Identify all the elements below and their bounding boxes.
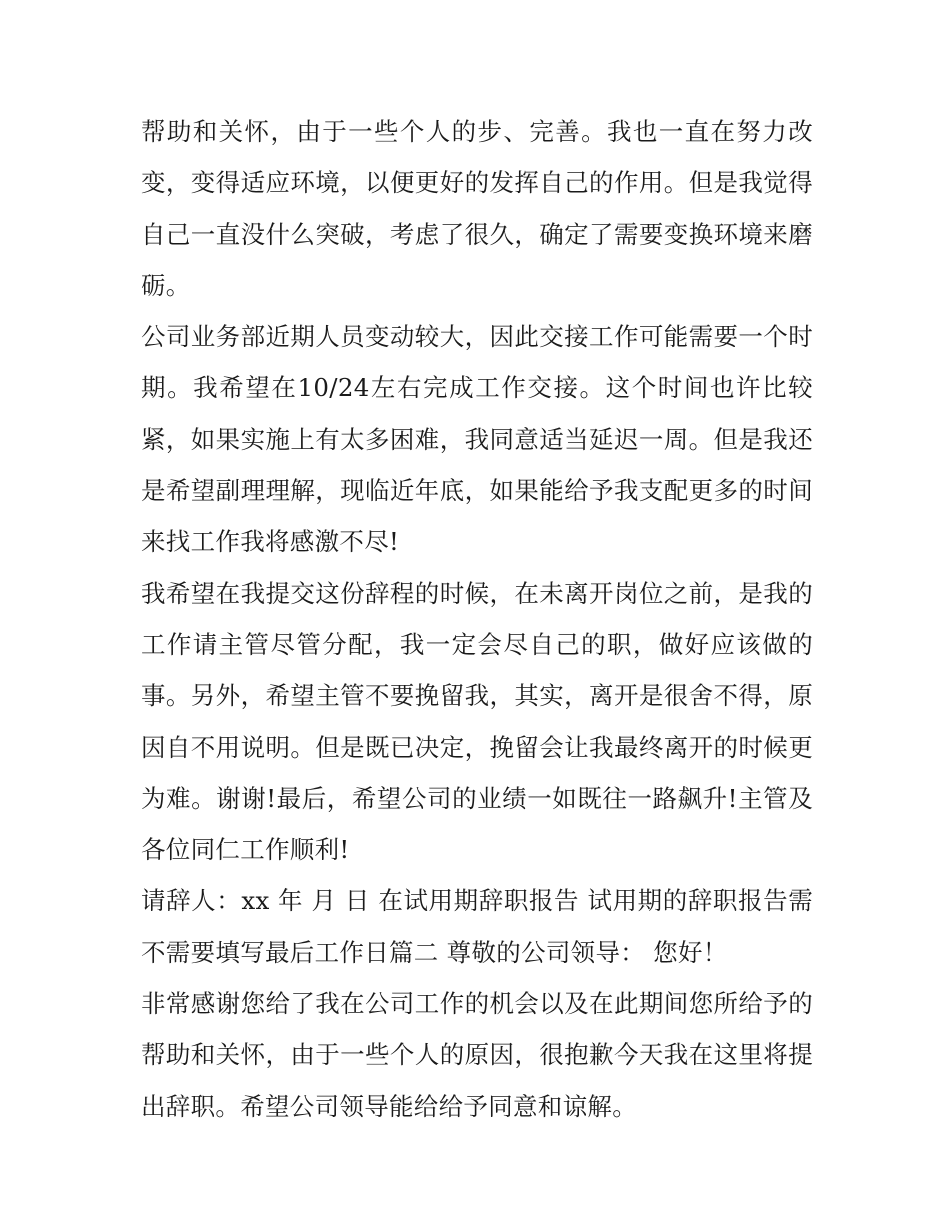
paragraph-2: 公司业务部近期人员变动较大，因此交接工作可能需要一个时期。我希望在10/24左右完成工作交接。这个时间也许比较紧，如果实施上有太多困难，我同意适当延迟一周。但是我还是希望副理理解，现临近年底，如果能给予我支配更多的时间来找工作我将感激不尽! [141, 322, 813, 557]
paragraph-5: 非常感谢您给了我在公司工作的机会以及在此期间您所给予的帮助和关怀，由于一些个人的原因，很抱歉今天我在这里将提出辞职。希望公司领导能给给予同意和谅解。 [141, 989, 813, 1121]
document-body [141, 106, 813, 1132]
paragraph-3: 我希望在我提交这份辞程的时候，在未离开岗位之前，是我的工作请主管尽管分配，我一定会尽自己的职，做好应该做的事。另外，希望主管不要挽留我，其实，离开是很舍不得，原因自不用说明。但是既已决定，挽留会让我最终离开的时候更为难。谢谢!最后，希望公司的业绩一如既往一路飙升!主管及各位同仁工作顺利! [141, 578, 813, 865]
paragraph-4: 请辞人：xx 年 月 日 在试用期辞职报告 试用期的辞职报告需不需要填写最后工作日篇二 尊敬的公司领导： 您好！ [141, 886, 813, 967]
paragraph-1: 帮助和关怀，由于一些个人的步、完善。我也一直在努力改变，变得适应环境，以便更好的发挥自己的作用。但是我觉得自己一直没什么突破，考虑了很久，确定了需要变换环境来磨砺。 [141, 117, 813, 300]
